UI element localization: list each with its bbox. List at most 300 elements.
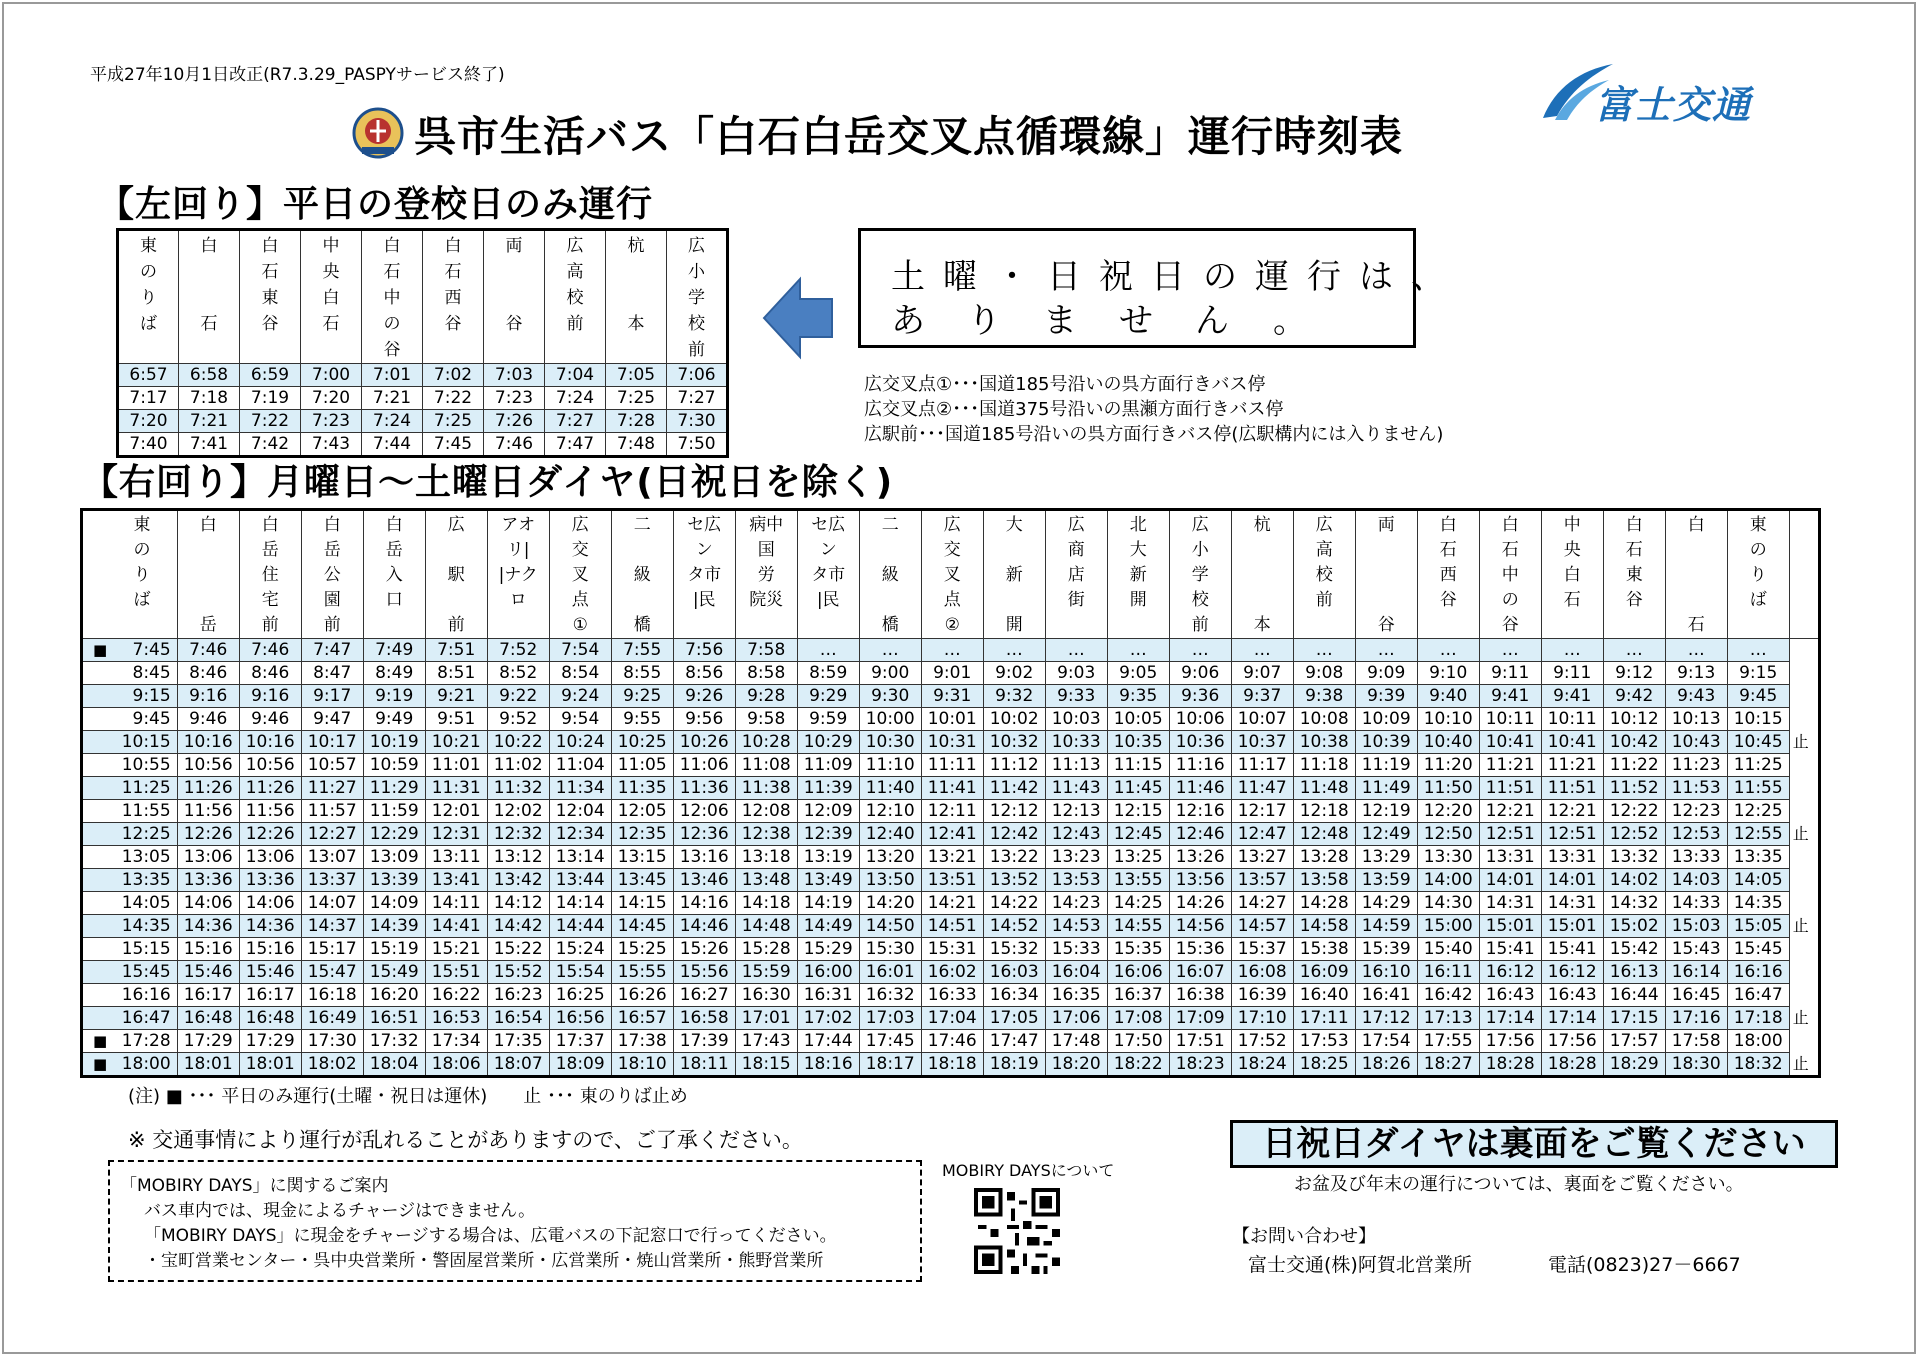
time-cell: 13:09 [363, 846, 425, 869]
stop-header: セ広 ン タ市 |民 [673, 510, 735, 639]
time-cell: 9:45 [107, 708, 177, 731]
time-cell: 17:16 [1665, 1007, 1727, 1030]
time-cell: 14:36 [177, 915, 239, 938]
time-cell: 11:47 [1231, 777, 1293, 800]
table-row [82, 1007, 1820, 1030]
qr-label: MOBIRY DAYSについて [942, 1161, 1115, 1180]
time-cell: 17:13 [1417, 1007, 1479, 1030]
time-cell: 15:37 [1231, 938, 1293, 961]
time-cell: 17:58 [1665, 1030, 1727, 1053]
time-cell: 11:26 [177, 777, 239, 800]
time-cell: 10:10 [1417, 708, 1479, 731]
time-cell: 7:45 [423, 433, 484, 457]
time-cell: 12:10 [859, 800, 921, 823]
time-cell: 9:56 [673, 708, 735, 731]
operation-mark: ■ [82, 1030, 108, 1053]
time-cell: 9:02 [983, 662, 1045, 685]
time-cell: 15:16 [239, 938, 301, 961]
time-cell: 8:56 [673, 662, 735, 685]
time-cell: 17:57 [1603, 1030, 1665, 1053]
time-cell: 17:53 [1293, 1030, 1355, 1053]
time-cell: 14:41 [425, 915, 487, 938]
time-cell: 16:58 [673, 1007, 735, 1030]
stop-note-cell: 止 [1789, 731, 1819, 754]
time-cell: 7:56 [673, 639, 735, 662]
time-cell: 17:47 [983, 1030, 1045, 1053]
time-cell: 17:14 [1541, 1007, 1603, 1030]
time-cell: 12:49 [1355, 823, 1417, 846]
time-cell: 16:49 [301, 1007, 363, 1030]
time-cell: 9:10 [1417, 662, 1479, 685]
time-cell: 17:38 [611, 1030, 673, 1053]
table-row [82, 662, 1820, 685]
table-row [82, 1030, 1820, 1053]
time-cell: 15:43 [1665, 938, 1727, 961]
time-cell: 18:01 [239, 1053, 301, 1077]
time-cell: 15:02 [1603, 915, 1665, 938]
stop-header: 二 級 橋 [859, 510, 921, 639]
time-cell: 16:16 [107, 984, 177, 1007]
time-cell: 12:48 [1293, 823, 1355, 846]
time-cell: 17:50 [1107, 1030, 1169, 1053]
stop-note-cell: 止 [1789, 1053, 1819, 1077]
time-cell: 10:03 [1045, 708, 1107, 731]
time-cell: 13:58 [1293, 869, 1355, 892]
time-cell: 12:19 [1355, 800, 1417, 823]
time-cell: 16:48 [177, 1007, 239, 1030]
time-cell: 11:34 [549, 777, 611, 800]
time-cell: 11:29 [363, 777, 425, 800]
time-cell: 14:42 [487, 915, 549, 938]
time-cell: 15:01 [1541, 915, 1603, 938]
stop-note: 広駅前･･･国道185号沿いの呉方面行きバス停(広駅構内には入りません) [864, 424, 1444, 445]
time-cell: 12:55 [1727, 823, 1789, 846]
time-cell: … [1231, 639, 1293, 662]
time-cell: 7:03 [484, 364, 545, 387]
time-cell: 13:49 [797, 869, 859, 892]
time-cell: 16:57 [611, 1007, 673, 1030]
revision-note: 平成27年10月1日改正(R7.3.29_PASPYサービス終了) [90, 65, 505, 85]
time-cell: 7:51 [425, 639, 487, 662]
time-cell: 14:26 [1169, 892, 1231, 915]
time-cell: 13:20 [859, 846, 921, 869]
time-cell: 12:26 [177, 823, 239, 846]
time-cell: 10:02 [983, 708, 1045, 731]
time-cell: 12:50 [1417, 823, 1479, 846]
time-cell: 13:48 [735, 869, 797, 892]
time-cell: 7:41 [179, 433, 240, 457]
time-cell: 9:00 [859, 662, 921, 685]
time-cell: 16:12 [1541, 961, 1603, 984]
time-cell: 16:47 [1727, 984, 1789, 1007]
time-cell: 16:10 [1355, 961, 1417, 984]
time-cell: 9:11 [1541, 662, 1603, 685]
time-cell: … [797, 639, 859, 662]
table-row [82, 984, 1820, 1007]
time-cell: 15:49 [363, 961, 425, 984]
operation-mark [82, 731, 108, 754]
time-cell: 15:45 [1727, 938, 1789, 961]
time-cell: 11:10 [859, 754, 921, 777]
time-cell: 17:55 [1417, 1030, 1479, 1053]
time-cell: 17:29 [239, 1030, 301, 1053]
table-row [118, 433, 728, 457]
time-cell: 7:05 [606, 364, 667, 387]
time-cell: 11:15 [1107, 754, 1169, 777]
time-cell: 14:49 [797, 915, 859, 938]
time-cell: 17:44 [797, 1030, 859, 1053]
time-cell: 9:30 [859, 685, 921, 708]
time-cell: 13:45 [611, 869, 673, 892]
time-cell: 6:58 [179, 364, 240, 387]
time-cell: 8:54 [549, 662, 611, 685]
time-cell: … [1541, 639, 1603, 662]
time-cell: 10:45 [1727, 731, 1789, 754]
time-cell: 6:57 [118, 364, 179, 387]
time-cell: 16:54 [487, 1007, 549, 1030]
time-cell: 12:45 [1107, 823, 1169, 846]
time-cell: 18:23 [1169, 1053, 1231, 1077]
time-cell: 16:56 [549, 1007, 611, 1030]
time-cell: 12:41 [921, 823, 983, 846]
time-cell: 14:57 [1231, 915, 1293, 938]
time-cell: 16:48 [239, 1007, 301, 1030]
time-cell: 10:56 [239, 754, 301, 777]
time-cell: 7:21 [179, 410, 240, 433]
time-cell: 17:48 [1045, 1030, 1107, 1053]
time-cell: 14:18 [735, 892, 797, 915]
operation-mark [82, 984, 108, 1007]
time-cell: 9:13 [1665, 662, 1727, 685]
time-cell: 10:31 [921, 731, 983, 754]
time-cell: 13:16 [673, 846, 735, 869]
stop-note-cell [1789, 846, 1819, 869]
time-cell: 13:44 [549, 869, 611, 892]
time-cell: 16:37 [1107, 984, 1169, 1007]
table-row [82, 754, 1820, 777]
time-cell: 14:02 [1603, 869, 1665, 892]
time-cell: 18:24 [1231, 1053, 1293, 1077]
time-cell: 10:38 [1293, 731, 1355, 754]
time-cell: 14:58 [1293, 915, 1355, 938]
stop-header: 東 の り ば [1727, 510, 1789, 639]
time-cell: 11:38 [735, 777, 797, 800]
time-cell: 13:23 [1045, 846, 1107, 869]
time-cell: 14:14 [549, 892, 611, 915]
time-cell: 16:38 [1169, 984, 1231, 1007]
time-cell: 7:24 [362, 410, 423, 433]
marker-header [82, 510, 108, 639]
time-cell: 14:05 [1727, 869, 1789, 892]
time-cell: 16:01 [859, 961, 921, 984]
time-cell: 10:55 [107, 754, 177, 777]
time-cell: 12:08 [735, 800, 797, 823]
time-cell: 18:32 [1727, 1053, 1789, 1077]
time-cell: 12:22 [1603, 800, 1665, 823]
time-cell: 12:13 [1045, 800, 1107, 823]
time-cell: 16:45 [1665, 984, 1727, 1007]
time-cell: 12:39 [797, 823, 859, 846]
time-cell: 11:42 [983, 777, 1045, 800]
time-cell: 13:19 [797, 846, 859, 869]
stop-header: アオ リ| |ナク ロ [487, 510, 549, 639]
time-cell: 15:41 [1479, 938, 1541, 961]
time-cell: 16:39 [1231, 984, 1293, 1007]
time-cell: 10:19 [363, 731, 425, 754]
city-emblem-icon [352, 107, 404, 159]
time-cell: 15:25 [611, 938, 673, 961]
stop-header: 病中 国 労 院災 [735, 510, 797, 639]
time-cell: 15:24 [549, 938, 611, 961]
time-cell: 14:06 [177, 892, 239, 915]
time-cell: 12:21 [1541, 800, 1603, 823]
time-cell: 9:15 [107, 685, 177, 708]
time-cell: 18:18 [921, 1053, 983, 1077]
time-cell: … [859, 639, 921, 662]
time-cell: 13:11 [425, 846, 487, 869]
time-cell: 12:43 [1045, 823, 1107, 846]
time-cell: 7:02 [423, 364, 484, 387]
time-cell: 11:46 [1169, 777, 1231, 800]
time-cell: 17:46 [921, 1030, 983, 1053]
mobiry-info-box [108, 1160, 922, 1282]
time-cell: 15:16 [177, 938, 239, 961]
time-cell: 14:53 [1045, 915, 1107, 938]
time-cell: 17:08 [1107, 1007, 1169, 1030]
time-cell: 16:47 [107, 1007, 177, 1030]
stop-note-cell [1789, 708, 1819, 731]
time-cell: 11:27 [301, 777, 363, 800]
operation-mark [82, 777, 108, 800]
time-cell: 16:26 [611, 984, 673, 1007]
time-cell: … [921, 639, 983, 662]
time-cell: 8:46 [239, 662, 301, 685]
time-cell: 18:27 [1417, 1053, 1479, 1077]
time-cell: 14:46 [673, 915, 735, 938]
time-cell: 13:55 [1107, 869, 1169, 892]
time-cell: 14:48 [735, 915, 797, 938]
time-cell: 15:30 [859, 938, 921, 961]
time-cell: 13:12 [487, 846, 549, 869]
no-service-line1: 土曜・日祝日の運行は、 [891, 257, 1463, 297]
time-cell: 14:25 [1107, 892, 1169, 915]
time-cell: 15:28 [735, 938, 797, 961]
time-cell: 10:43 [1665, 731, 1727, 754]
time-cell: 15:03 [1665, 915, 1727, 938]
time-cell: 14:30 [1417, 892, 1479, 915]
holiday-note: お盆及び年末の運行については、裏面をご覧ください。 [1294, 1174, 1744, 1195]
time-cell: 13:36 [177, 869, 239, 892]
time-cell: 14:31 [1479, 892, 1541, 915]
no-service-line2: ありません。 [891, 301, 1350, 341]
time-cell: 7:24 [545, 387, 606, 410]
operation-mark: ■ [82, 639, 108, 662]
time-cell: 7:45 [107, 639, 177, 662]
time-cell: 16:22 [425, 984, 487, 1007]
time-cell: 16:08 [1231, 961, 1293, 984]
time-cell: 15:05 [1727, 915, 1789, 938]
stop-note-cell [1789, 1030, 1819, 1053]
time-cell: 12:38 [735, 823, 797, 846]
time-cell: 14:37 [301, 915, 363, 938]
time-cell: 7:01 [362, 364, 423, 387]
time-cell: 13:41 [425, 869, 487, 892]
stop-header: 白 石 西 谷 [423, 230, 484, 364]
time-cell: 9:41 [1541, 685, 1603, 708]
time-cell: 11:52 [1603, 777, 1665, 800]
table-row [82, 708, 1820, 731]
stop-header: 白 岳 入 口 [363, 510, 425, 639]
time-cell: 16:43 [1479, 984, 1541, 1007]
time-cell: 14:44 [549, 915, 611, 938]
time-cell: 18:28 [1541, 1053, 1603, 1077]
time-cell: 12:15 [1107, 800, 1169, 823]
time-cell: … [1417, 639, 1479, 662]
time-cell: 11:51 [1479, 777, 1541, 800]
time-cell: … [1603, 639, 1665, 662]
operation-mark [82, 938, 108, 961]
time-cell: 16:25 [549, 984, 611, 1007]
time-cell: 17:04 [921, 1007, 983, 1030]
time-cell: 8:55 [611, 662, 673, 685]
time-cell: 13:42 [487, 869, 549, 892]
stop-header: 二 級 橋 [611, 510, 673, 639]
time-cell: 11:19 [1355, 754, 1417, 777]
qr-code-icon[interactable] [974, 1188, 1060, 1274]
time-cell: 7:18 [179, 387, 240, 410]
time-cell: 14:39 [363, 915, 425, 938]
time-cell: 16:00 [797, 961, 859, 984]
time-cell: 17:28 [107, 1030, 177, 1053]
time-cell: 12:31 [425, 823, 487, 846]
time-cell: 14:28 [1293, 892, 1355, 915]
time-cell: 12:40 [859, 823, 921, 846]
stop-note-cell [1789, 869, 1819, 892]
time-cell: 14:55 [1107, 915, 1169, 938]
main-title: 呉市生活バス「白石白岳交叉点循環線」運行時刻表 [414, 112, 1404, 161]
stop-header: 白 石 [179, 230, 240, 364]
traffic-notice: ※ 交通事情により運行が乱れることがありますので、ご了承ください。 [128, 1128, 803, 1152]
time-cell: 12:17 [1231, 800, 1293, 823]
time-cell: 15:35 [1107, 938, 1169, 961]
stop-header: 杭 本 [1231, 510, 1293, 639]
time-cell: 9:19 [363, 685, 425, 708]
time-cell: 13:31 [1541, 846, 1603, 869]
time-cell: 13:52 [983, 869, 1045, 892]
time-cell: 9:38 [1293, 685, 1355, 708]
time-cell: 9:08 [1293, 662, 1355, 685]
time-cell: 14:45 [611, 915, 673, 938]
time-cell: 11:35 [611, 777, 673, 800]
time-cell: 16:11 [1417, 961, 1479, 984]
time-cell: 13:06 [239, 846, 301, 869]
time-cell: 17:05 [983, 1007, 1045, 1030]
time-cell: 11:56 [177, 800, 239, 823]
stop-header: 広 駅 前 [425, 510, 487, 639]
time-cell: 7:47 [301, 639, 363, 662]
time-cell: 18:25 [1293, 1053, 1355, 1077]
time-cell: 16:33 [921, 984, 983, 1007]
time-cell: 9:35 [1107, 685, 1169, 708]
time-cell: … [1479, 639, 1541, 662]
time-cell: 13:26 [1169, 846, 1231, 869]
time-cell: 15:39 [1355, 938, 1417, 961]
time-cell: 11:45 [1107, 777, 1169, 800]
time-cell: 14:59 [1355, 915, 1417, 938]
stop-header: 広 商 店 街 [1045, 510, 1107, 639]
time-cell: 14:05 [107, 892, 177, 915]
time-cell: 17:32 [363, 1030, 425, 1053]
time-cell: 10:24 [549, 731, 611, 754]
time-cell: 14:00 [1417, 869, 1479, 892]
time-cell: 16:03 [983, 961, 1045, 984]
time-cell: 18:16 [797, 1053, 859, 1077]
time-cell: 13:05 [107, 846, 177, 869]
mobiry-line: 「MOBIRY DAYS」に現金をチャージする場合は、広電バスの下記窓口で行ってください。 [144, 1226, 837, 1246]
time-cell: 12:21 [1479, 800, 1541, 823]
time-cell: 11:08 [735, 754, 797, 777]
time-cell: 13:59 [1355, 869, 1417, 892]
time-cell: 18:11 [673, 1053, 735, 1077]
time-cell: 10:11 [1541, 708, 1603, 731]
time-cell: 9:58 [735, 708, 797, 731]
time-cell: 14:31 [1541, 892, 1603, 915]
time-cell: 17:29 [177, 1030, 239, 1053]
time-cell: 11:55 [1727, 777, 1789, 800]
time-cell: 11:12 [983, 754, 1045, 777]
time-cell: 7:21 [362, 387, 423, 410]
stop-header: 広 小 学 校 前 [1169, 510, 1231, 639]
time-cell: 13:37 [301, 869, 363, 892]
time-cell: 15:55 [611, 961, 673, 984]
time-cell: 16:16 [1727, 961, 1789, 984]
time-cell: 8:46 [177, 662, 239, 685]
time-cell: 10:39 [1355, 731, 1417, 754]
time-cell: 17:37 [549, 1030, 611, 1053]
time-cell: 16:23 [487, 984, 549, 1007]
operation-mark [82, 961, 108, 984]
table-row [82, 892, 1820, 915]
stop-header: 広 高 校 前 [1293, 510, 1355, 639]
time-cell: 12:27 [301, 823, 363, 846]
stop-header: 杭 本 [606, 230, 667, 364]
stop-note-cell [1789, 754, 1819, 777]
time-cell: 15:59 [735, 961, 797, 984]
time-cell: 16:32 [859, 984, 921, 1007]
time-cell: 18:10 [611, 1053, 673, 1077]
time-cell: 17:43 [735, 1030, 797, 1053]
time-cell: 18:26 [1355, 1053, 1417, 1077]
time-cell: 12:11 [921, 800, 983, 823]
time-cell: 14:56 [1169, 915, 1231, 938]
time-cell: 9:33 [1045, 685, 1107, 708]
time-cell: 7:44 [362, 433, 423, 457]
time-cell: 14:35 [1727, 892, 1789, 915]
time-cell: 11:41 [921, 777, 983, 800]
time-cell: 10:29 [797, 731, 859, 754]
time-cell: 9:28 [735, 685, 797, 708]
time-cell: 11:21 [1541, 754, 1603, 777]
table-row [82, 915, 1820, 938]
time-cell: 7:06 [667, 364, 728, 387]
time-cell: 17:02 [797, 1007, 859, 1030]
time-cell: 18:09 [549, 1053, 611, 1077]
time-cell: 18:30 [1665, 1053, 1727, 1077]
time-cell: 14:23 [1045, 892, 1107, 915]
table-row [82, 800, 1820, 823]
time-cell: 12:12 [983, 800, 1045, 823]
table-row [118, 387, 728, 410]
